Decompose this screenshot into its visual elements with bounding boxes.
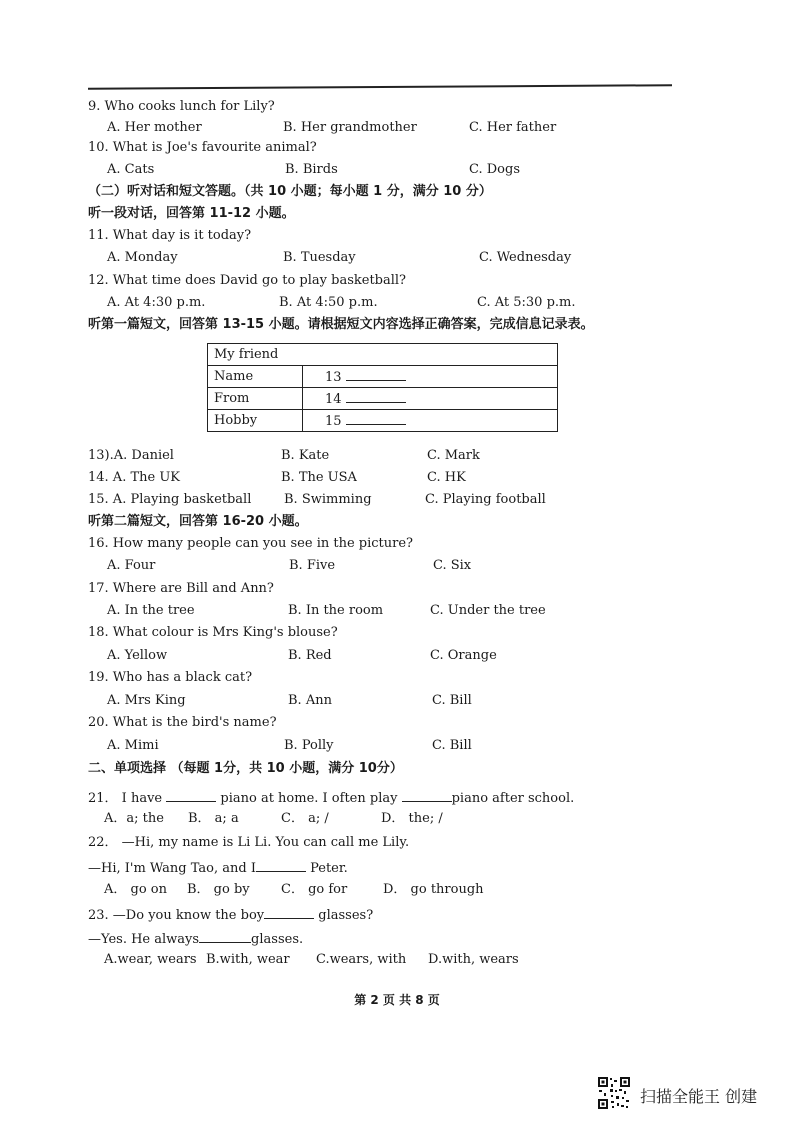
option-17c: C. Under the tree <box>430 603 546 618</box>
blank-number: 14 <box>325 392 342 407</box>
dialog-instruction: 听一段对话，回答第 11-12 小题。 <box>88 206 295 221</box>
option-18c: C. Orange <box>430 648 497 663</box>
q23-blank-1 <box>264 906 314 919</box>
option-18b: B. Red <box>288 648 332 663</box>
table-blank-13 <box>303 366 558 388</box>
option-12b: B. At 4:50 p.m. <box>279 295 378 310</box>
option-15b: B. Swimming <box>284 492 372 507</box>
option-21a: A．a; the <box>104 811 164 826</box>
question-stem-12: 12. What time does David go to play basketball? <box>88 273 407 288</box>
table-row <box>208 388 558 410</box>
qr-code-icon <box>597 1076 631 1110</box>
question-22-line-1: 22． —Hi, my name is Li Li. You can call me Lily. <box>88 835 410 850</box>
q23-blank-2 <box>199 930 251 943</box>
q23-text-1: 23. —Do you know the boy <box>88 908 265 923</box>
option-12c: C. At 5:30 p.m. <box>477 295 576 310</box>
table-label-hobby: Hobby <box>208 410 303 432</box>
option-22d: D． go through <box>383 882 484 897</box>
question-stem-18: 18. What colour is Mrs King's blouse? <box>88 625 338 640</box>
option-11b: B. Tuesday <box>283 250 356 265</box>
option-22b: B． go by <box>187 882 250 897</box>
option-20c: C. Bill <box>432 738 472 753</box>
q21-text-3: piano after school. <box>451 791 575 806</box>
question-22-line-2 <box>88 859 348 877</box>
option-18a: A. Yellow <box>107 648 168 663</box>
option-23a: A.wear, wears <box>104 952 197 967</box>
option-9c: C. Her father <box>469 120 557 135</box>
table-blank-15 <box>303 410 558 432</box>
table-title-row <box>208 344 558 366</box>
option-15a: 15. A. Playing basketball <box>88 492 252 507</box>
option-20b: B. Polly <box>284 738 334 753</box>
question-stem-16: 16. How many people can you see in the picture? <box>88 536 414 551</box>
option-10a: A. Cats <box>107 162 155 177</box>
table-blank-14 <box>303 388 558 410</box>
option-9b: B. Her grandmother <box>283 120 417 135</box>
question-stem-20: 20. What is the bird's name? <box>88 715 277 730</box>
answer-blank <box>346 412 406 425</box>
option-10b: B. Birds <box>285 162 338 177</box>
question-stem-17: 17. Where are Bill and Ann? <box>88 581 274 596</box>
option-11c: C. Wednesday <box>479 250 572 265</box>
answer-blank <box>346 368 406 381</box>
question-23-line-2 <box>88 930 303 948</box>
option-16b: B. Five <box>289 558 336 573</box>
question-23-line-1 <box>88 906 373 924</box>
option-13c: C. Mark <box>427 448 480 463</box>
q23-text-2: glasses? <box>318 908 374 923</box>
table-label-from: From <box>208 388 303 410</box>
question-stem-19: 19. Who has a black cat? <box>88 670 253 685</box>
option-12a: A. At 4:30 p.m. <box>107 295 206 310</box>
question-stem-10: 10. What is Joe's favourite animal? <box>88 140 317 155</box>
q21-blank-1 <box>166 789 216 802</box>
q23-text-4: glasses. <box>251 932 304 947</box>
option-19a: A. Mrs King <box>107 693 186 708</box>
section-heading-dialog: （二）听对话和短文答题。（共 10 小题；每小题 1 分，满分 10 分） <box>88 184 492 199</box>
q22-blank <box>256 859 306 872</box>
option-13b: B. Kate <box>281 448 330 463</box>
page-number: 第 2 页 共 8 页 <box>354 993 440 1007</box>
answer-blank <box>346 390 406 403</box>
option-23d: D.with, wears <box>428 952 519 967</box>
table-label-name: Name <box>208 366 303 388</box>
option-10c: C. Dogs <box>469 162 520 177</box>
option-16c: C. Six <box>433 558 472 573</box>
blank-number: 13 <box>325 370 342 385</box>
option-23c: C.wears, with <box>316 952 407 967</box>
question-stem-11: 11. What day is it today? <box>88 228 252 243</box>
blank-number: 15 <box>325 414 342 429</box>
option-21b: B． a; a <box>188 811 239 826</box>
option-17a: A. In the tree <box>107 603 195 618</box>
option-13a: 13).A. Daniel <box>88 448 174 463</box>
question-21 <box>88 789 574 807</box>
option-23b: B.with, wear <box>206 952 290 967</box>
option-22a: A． go on <box>104 882 168 897</box>
section-heading-single-choice: 二、单项选择 （每题 1分，共 10 小题，满分 10分） <box>88 761 403 776</box>
option-21c: C． a; / <box>281 811 329 826</box>
q23-text-3: —Yes. He always <box>88 932 200 947</box>
option-15c: C. Playing football <box>425 492 546 507</box>
table-row <box>208 366 558 388</box>
option-20a: A. Mimi <box>107 738 159 753</box>
q21-blank-2 <box>402 789 452 802</box>
option-22c: C． go for <box>281 882 348 897</box>
q22-text-1: —Hi, I'm Wang Tao, and I <box>88 861 256 876</box>
option-16a: A. Four <box>107 558 156 573</box>
table-row <box>208 410 558 432</box>
header-rule <box>88 84 672 90</box>
option-9a: A. Her mother <box>107 120 202 135</box>
passage1-instruction: 听第一篇短文，回答第 13-15 小题。请根据短文内容选择正确答案，完成信息记录表。 <box>88 317 594 332</box>
option-14b: B. The USA <box>281 470 357 485</box>
scanner-watermark: 扫描全能王 创建 <box>640 1087 758 1106</box>
q21-text-2: piano at home. I often play <box>220 791 398 806</box>
option-14c: C. HK <box>427 470 466 485</box>
question-stem-9: 9. Who cooks lunch for Lily? <box>88 99 275 114</box>
option-11a: A. Monday <box>107 250 178 265</box>
table-title: My friend <box>208 344 558 366</box>
option-17b: B. In the room <box>288 603 384 618</box>
option-14a: 14. A. The UK <box>88 470 180 485</box>
option-19c: C. Bill <box>432 693 472 708</box>
q22-text-2: Peter. <box>310 861 348 876</box>
info-record-table <box>207 343 558 432</box>
option-19b: B. Ann <box>288 693 332 708</box>
passage2-instruction: 听第二篇短文，回答第 16-20 小题。 <box>88 514 308 529</box>
q21-text-1: 21． I have <box>88 791 163 806</box>
option-21d: D． the; / <box>381 811 443 826</box>
